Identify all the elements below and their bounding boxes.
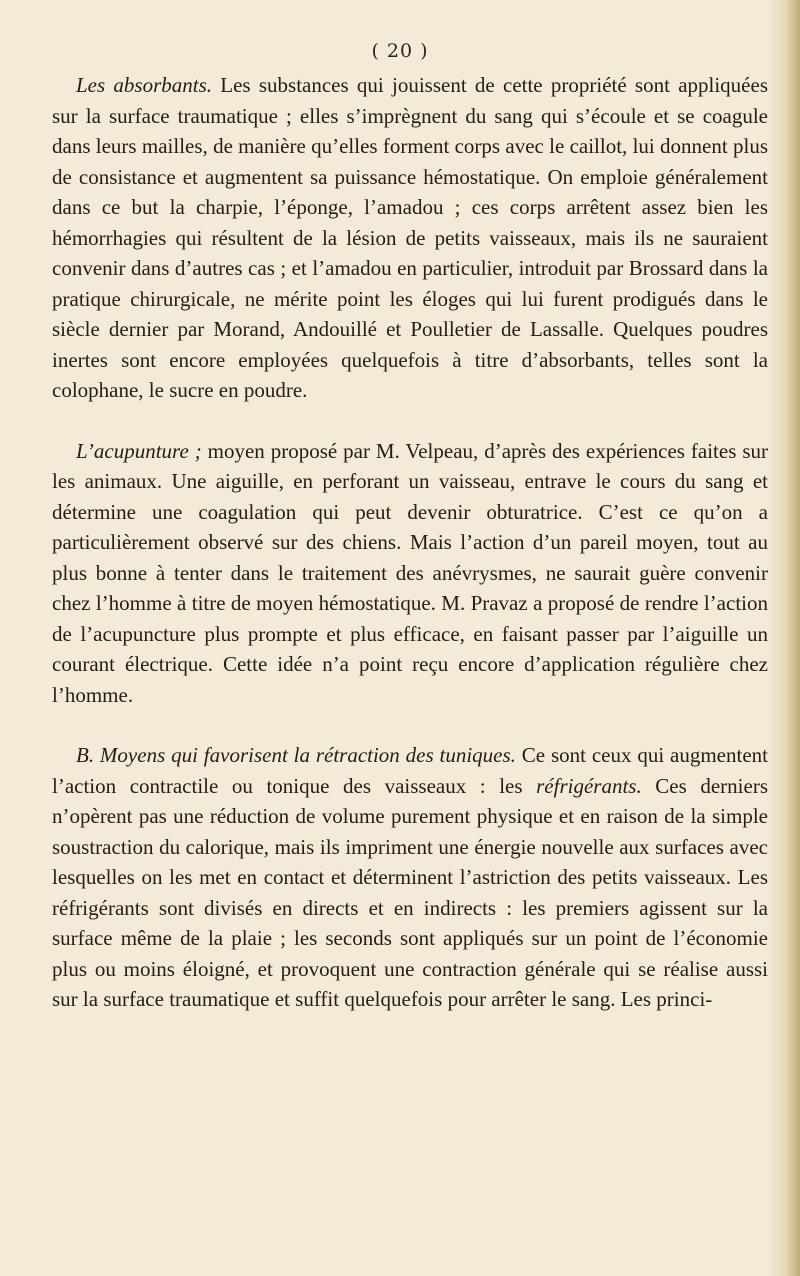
paragraph-absorbants bbox=[52, 70, 768, 406]
paragraph-acupunture bbox=[52, 436, 768, 711]
paragraph-lead: Les absorbants. bbox=[76, 73, 213, 97]
paragraph-retraction bbox=[52, 740, 768, 1015]
body-text bbox=[52, 70, 768, 1015]
paragraph-lead: B. Moyens qui favorisent la rétraction des tuniques. bbox=[76, 743, 516, 767]
paragraph-text: Ces derniers n’opèrent pas une réduction de volume purement physique et en raison de la simple soustraction du calorique, mais ils impriment une énergie nouvelle aux surfaces avec lesquelles on les met en contact et déterminent l’astriction des petits vaisseaux. Les réfrigérants sont divisés en directs et en indirects : les premiers agissent sur la surface même de la plaie ; les seconds sont appliqués sur un point de l’économie plus ou moins éloigné, et provoquent une contraction générale qui se réalise aussi sur la surface traumatique et suffit quelquefois pour arrêter le sang. Les princi- bbox=[52, 773, 768, 1011]
paragraph-lead: L’acupunture ; bbox=[76, 438, 202, 463]
paragraph-text: Les substances qui jouissent de cette propriété sont appliquées sur la surface traumatique ; elles s’imprègnent du sang qui s’écoule et se coagule dans leurs mailles, de manière qu’elles forment corps avec le caillot, lui donnent plus de consistance et augmentent sa puissance hémostatique. On emploie généralement dans ce but la charpie, l’éponge, l’amadou ; ces corps arrêtent assez bien les hémorrhagies qui résultent de la lésion de petits vaisseaux, mais ils ne sauraient convenir dans d’autres cas ; et l’amadou en particulier, introduit par Brossard dans la pratique chirurgicale, ne mérite point les éloges qui lui furent prodigués dans le siècle dernier par Morand, Andouillé et Poulletier de Lassalle. Quelques poudres inertes sont encore employées quelquefois à titre d’absorbants, telles sont la colophane, le sucre en poudre. bbox=[52, 73, 768, 402]
paragraph-emphasis: réfrigérants. bbox=[536, 773, 642, 798]
paragraph-text: Ce sont ceux qui augmentent l’action contractile ou tonique des vaisseaux : les bbox=[52, 743, 768, 798]
paragraph-text: moyen proposé par M. Velpeau, d’après des expériences faites sur les animaux. Une aiguille, en perforant un vaisseau, entrave le cours du sang et détermine une coagulation qui peut devenir obturatrice. C’est ce qu’on a particulièrement observé sur des chiens. Mais l’action d’un pareil moyen, tout au plus bonne à tenter dans le traitement des anévrysmes, ne saurait guère convenir chez l’homme à titre de moyen hémostatique. M. Pravaz a proposé de rendre l’action de l’acupuncture plus prompte et plus efficace, en faisant passer par l’aiguille un courant électrique. Cette idée n’a point reçu encore d’application régulière chez l’homme. bbox=[52, 438, 768, 707]
page-number: ( 20 ) bbox=[371, 40, 429, 62]
